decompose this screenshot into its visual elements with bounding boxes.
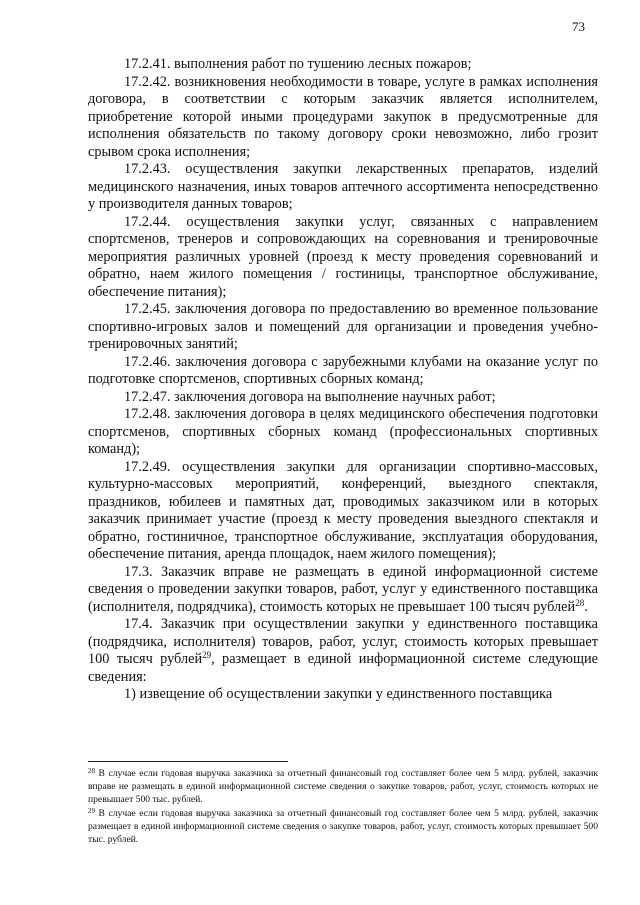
footnote-number-29: 29: [88, 806, 95, 815]
footnotes: [88, 767, 598, 846]
paragraph-17-2-44: 17.2.44. осуществления закупки услуг, связанных с направлением спортсменов, тренеров и сопровождающих на соревнования и тренировочные мероприятия различных уровней (проезд к месту проведения соревнований и обратно, наем жилого помещения / гостиницы, транспортное обслуживание, обеспечение питания);: [88, 213, 598, 300]
paragraph-17-2-49: 17.2.49. осуществления закупки для организации спортивно-массовых, культурно-массовых мероприятий, конференций, выездного спектакля, праздников, юбилеев и памятных дат, проводимых заказчиком или в которых заказчик принимает участие (проезд к месту проведения выездного спектакля и обратно, гостиничное, транспортное обслуживание, эксплуатация оборудования, обеспечение питания, аренда площадок, наем жилого помещения);: [88, 458, 598, 562]
list-item-1: 1) извещение об осуществлении закупки у единственного поставщика: [124, 686, 553, 702]
footnote-text-29: В случае если годовая выручка заказчика за отчетный финансовый год составляет более чем 5 млрд. рублей, заказчик размещает в единой информационной системе сведения о закупке товаров, работ, услуг, стоимость которых превышает 500 тыс. рублей.: [88, 807, 598, 846]
paragraph-17-2-43: 17.2.43. осуществления закупки лекарственных препаратов, изделий медицинского назначения, иных товаров аптечного ассортимента непосредственно у производителя данных товаров;: [88, 161, 598, 212]
paragraph-17-2-42: 17.2.42. возникновения необходимости в товаре, услуге в рамках исполнения договора, в соответствии с которым заказчик является исполнителем, приобретение которой иными процедурами закупок в предусмотренные для исполнения обязательств по такому договору сроки невозможно, либо грозит срывом срока исполнения;: [88, 73, 598, 160]
paragraph-17-4-text-after: , размещает в единой информационной системе следующие сведения:: [88, 651, 598, 685]
footnote-ref-28: 28: [575, 597, 585, 608]
paragraph-17-2-47: 17.2.47. заключения договора на выполнение научных работ;: [124, 388, 496, 405]
paragraph-17-3-text: 17.3. Заказчик вправе не размещать в единой информационной системе сведения о проведении закупки товаров, работ, услуг у единственного поставщика (исполнителя, подрядчика), стоимость которых не превышает 100 тысяч рублей: [88, 563, 598, 615]
footnote-separator: [88, 761, 288, 762]
paragraph-17-4: [88, 616, 598, 686]
footnote-28: [88, 767, 598, 807]
page-number: 73: [572, 19, 585, 34]
footnote-ref-29: 29: [202, 650, 212, 660]
paragraph-17-2-45: 17.2.45. заключения договора по предоставлению во временное пользование спортивно-игровых залов и помещений для организации и проведения учебно-тренировочных занятий;: [88, 301, 598, 352]
paragraph-17-2-41: 17.2.41. выполнения работ по тушению лесных пожаров;: [124, 56, 472, 72]
document-body: [88, 56, 598, 704]
footnote-number-28: 28: [88, 767, 95, 775]
paragraph-17-2-46: 17.2.46. заключения договора с зарубежными клубами на оказание услуг по подготовке спортсменов, спортивных сборных команд;: [88, 353, 598, 387]
paragraph-17-3-end: .: [584, 598, 588, 615]
footnote-29: [88, 807, 598, 847]
footnote-text-28: В случае если годовая выручка заказчика за отчетный финансовый год составляет более чем 5 млрд. рублей, заказчик вправе не размещать в единой информационной системе сведения о закупке товаров, работ, услуг, стоимость которых не превышает 500 тыс. рублей.: [88, 768, 598, 806]
paragraph-17-2-48: 17.2.48. заключения договора в целях медицинского обеспечения подготовки спортсменов, спортивных сборных команд (профессиональных спортивных команд);: [88, 406, 598, 457]
paragraph-17-4-text: 17.4. Заказчик при осуществлении закупки у единственного поставщика (подрядчика, исполнителя) товаров, работ, услуг, стоимость которых превышает 100 тысяч рублей: [88, 616, 598, 667]
paragraph-17-3: [88, 564, 598, 617]
